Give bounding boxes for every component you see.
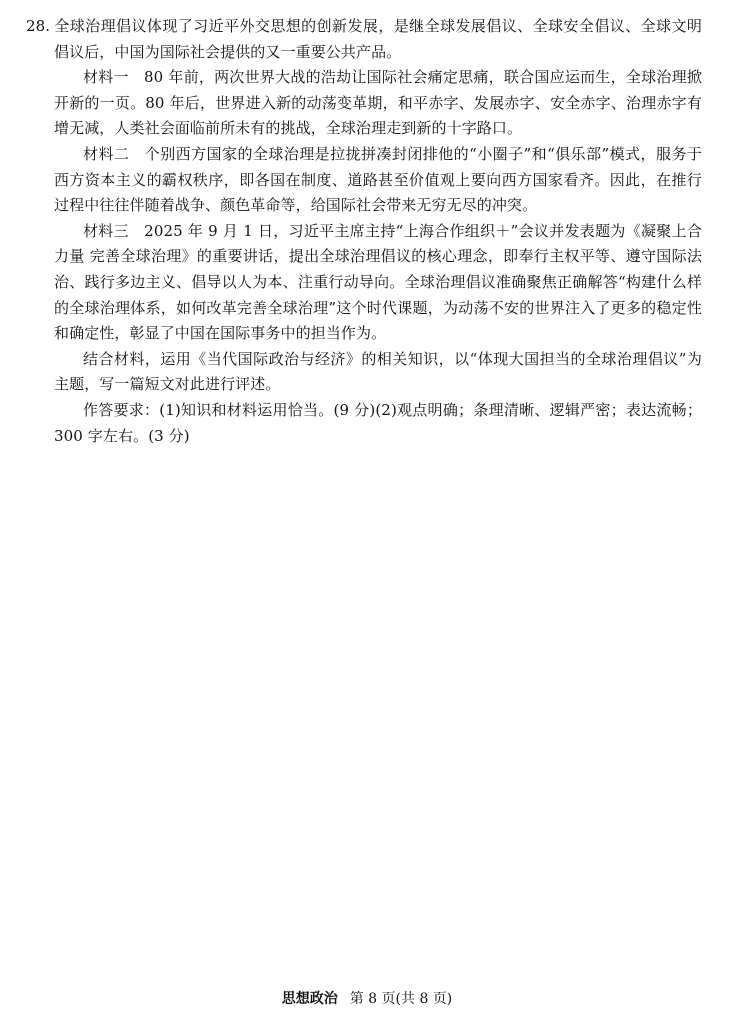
page-footer xyxy=(0,989,734,1009)
question-28 xyxy=(26,14,702,449)
footer-subject: 思想政治 xyxy=(281,991,338,1007)
answer-requirements: 作答要求：(1)知识和材料运用恰当。(9 分)(2)观点明确；条理清晰、逻辑严密；表达流畅；300 字左右。(3 分) xyxy=(54,400,702,445)
question-number: 28. xyxy=(26,17,51,35)
material-2: 材料二 个别西方国家的全球治理是拉拢拼凑封闭排他的“小圈子”和“俱乐部”模式，服务于西方资本主义的霸权秩序，即各国在制度、道路甚至价值观上要向西方国家看齐。因此，在推行过程中往往伴随着战争、颜色革命等，给国际社会带来无穷无尽的冲突。 xyxy=(54,144,702,215)
question-intro xyxy=(26,14,702,65)
task-prompt: 结合材料，运用《当代国际政治与经济》的相关知识，以“体现大国担当的全球治理倡议”为主题，写一篇短文对此进行评述。 xyxy=(54,349,702,394)
material-3: 材料三 2025 年 9 月 1 日，习近平主席主持“上海合作组织＋”会议并发表题为《凝聚上合力量 完善全球治理》的重要讲话，提出全球治理倡议的核心理念，即奉行主权平等、遵守国际法治、践行多边主义、倡导以人为本、注重行动导向。全球治理倡议准确聚焦正确解答“构建什么样的全球治理体系，如何改革完善全球治理”这个时代课题，为动荡不安的世界注入了更多的稳定性和确定性，彰显了中国在国际事务中的担当作为。 xyxy=(54,221,702,343)
footer-page-info: 第 8 页(共 8 页) xyxy=(349,991,453,1007)
material-1: 材料一 80 年前，两次世界大战的浩劫让国际社会痛定思痛，联合国应运而生，全球治理掀开新的一页。80 年后，世界进入新的动荡变革期，和平赤字、发展赤字、安全赤字、治理赤字有增无减，人类社会面临前所未有的挑战，全球治理走到新的十字路口。 xyxy=(54,68,702,138)
question-intro-text: 全球治理倡议体现了习近平外交思想的创新发展，是继全球发展倡议、全球安全倡议、全球文明倡议后，中国为国际社会提供的又一重要公共产品。 xyxy=(54,17,702,61)
